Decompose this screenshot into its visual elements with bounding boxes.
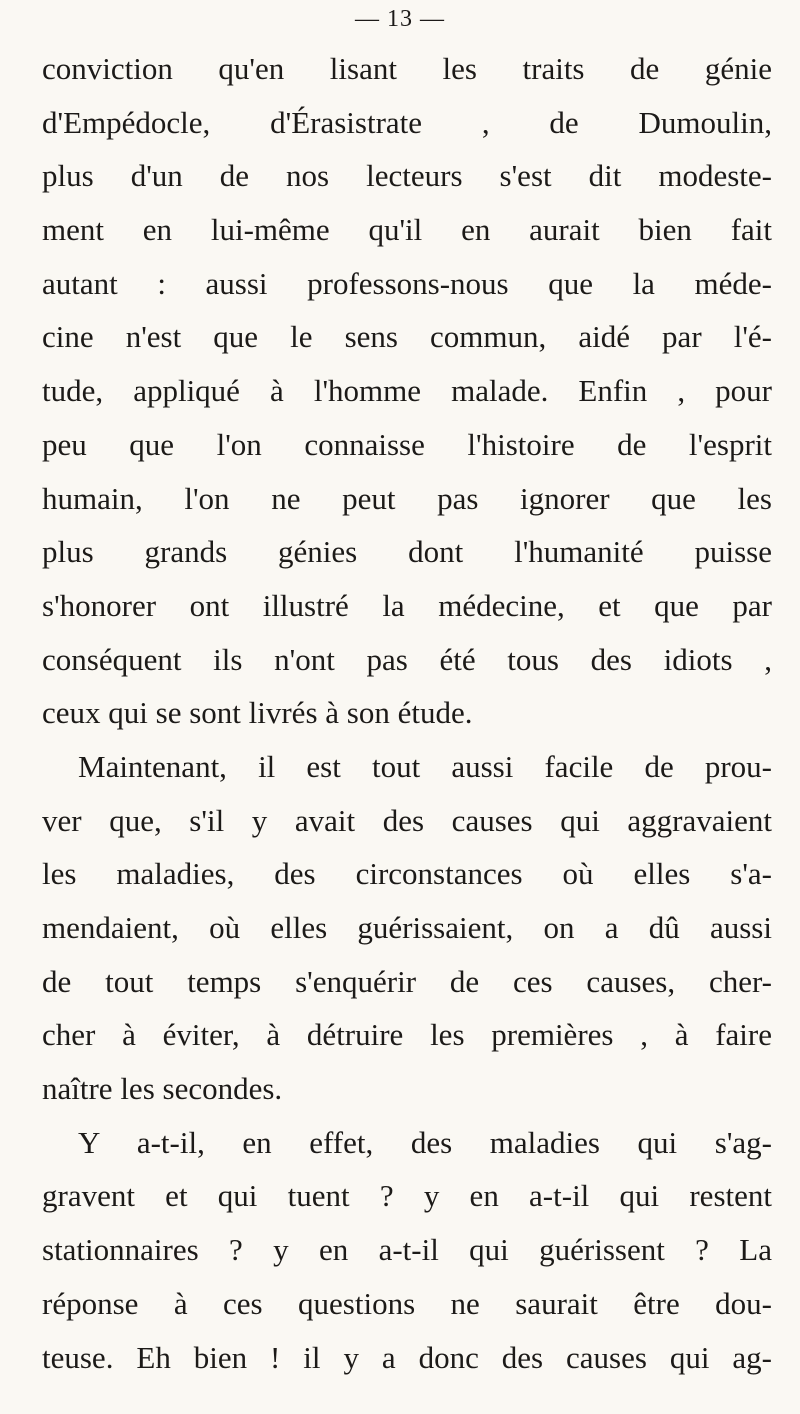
text-line: d'Empédocle, d'Érasistrate , de Dumoulin, <box>42 104 772 140</box>
text-line: peu que l'on connaisse l'histoire de l'esprit <box>42 426 772 462</box>
text-line: cher à éviter, à détruire les premières , à faire <box>42 1017 772 1053</box>
text-line: humain, l'on ne peut pas ignorer que les <box>42 480 772 516</box>
text-line: conséquent ils n'ont pas été tous des idiots , <box>42 641 772 677</box>
text-line: gravent et qui tuent ? y en a-t-il qui restent <box>42 1178 772 1214</box>
text-line: réponse à ces questions ne saurait être dou- <box>42 1285 772 1321</box>
text-line: Y a-t-il, en effet, des maladies qui s'ag- <box>78 1124 772 1160</box>
text-line: plus d'un de nos lecteurs s'est dit modeste- <box>42 158 772 194</box>
text-line: ment en lui-même qu'il en aurait bien fait <box>42 212 772 248</box>
text-line: conviction qu'en lisant les traits de génie <box>42 51 772 86</box>
body-text <box>42 42 772 1384</box>
text-line: teuse. Eh bien ! il y a donc des causes qui ag- <box>42 1339 772 1375</box>
text-line: de tout temps s'enquérir de ces causes, cher- <box>42 963 772 999</box>
text-line: mendaient, où elles guérissaient, on a dû aussi <box>42 910 772 945</box>
text-line: les maladies, des circonstances où elles s'a- <box>42 856 772 892</box>
text-line: autant : aussi professons-nous que la méde- <box>42 265 772 301</box>
page-number: — 13 — <box>355 6 445 32</box>
text-line: cine n'est que le sens commun, aidé par l'é- <box>42 319 772 355</box>
text-line: plus grands génies dont l'humanité puisse <box>42 534 772 570</box>
text-line: stationnaires ? y en a-t-il qui guérissent ? La <box>42 1232 772 1268</box>
text-line: s'honorer ont illustré la médecine, et que par <box>42 587 772 623</box>
text-line: naître les secondes. <box>42 1071 283 1107</box>
text-line: ceux qui se sont livrés à son étude. <box>42 695 473 731</box>
text-line: ver que, s'il y avait des causes qui aggravaient <box>42 802 772 838</box>
text-line: Maintenant, il est tout aussi facile de prou- <box>78 748 772 784</box>
text-line: tude, appliqué à l'homme malade. Enfin , pour <box>42 373 772 409</box>
